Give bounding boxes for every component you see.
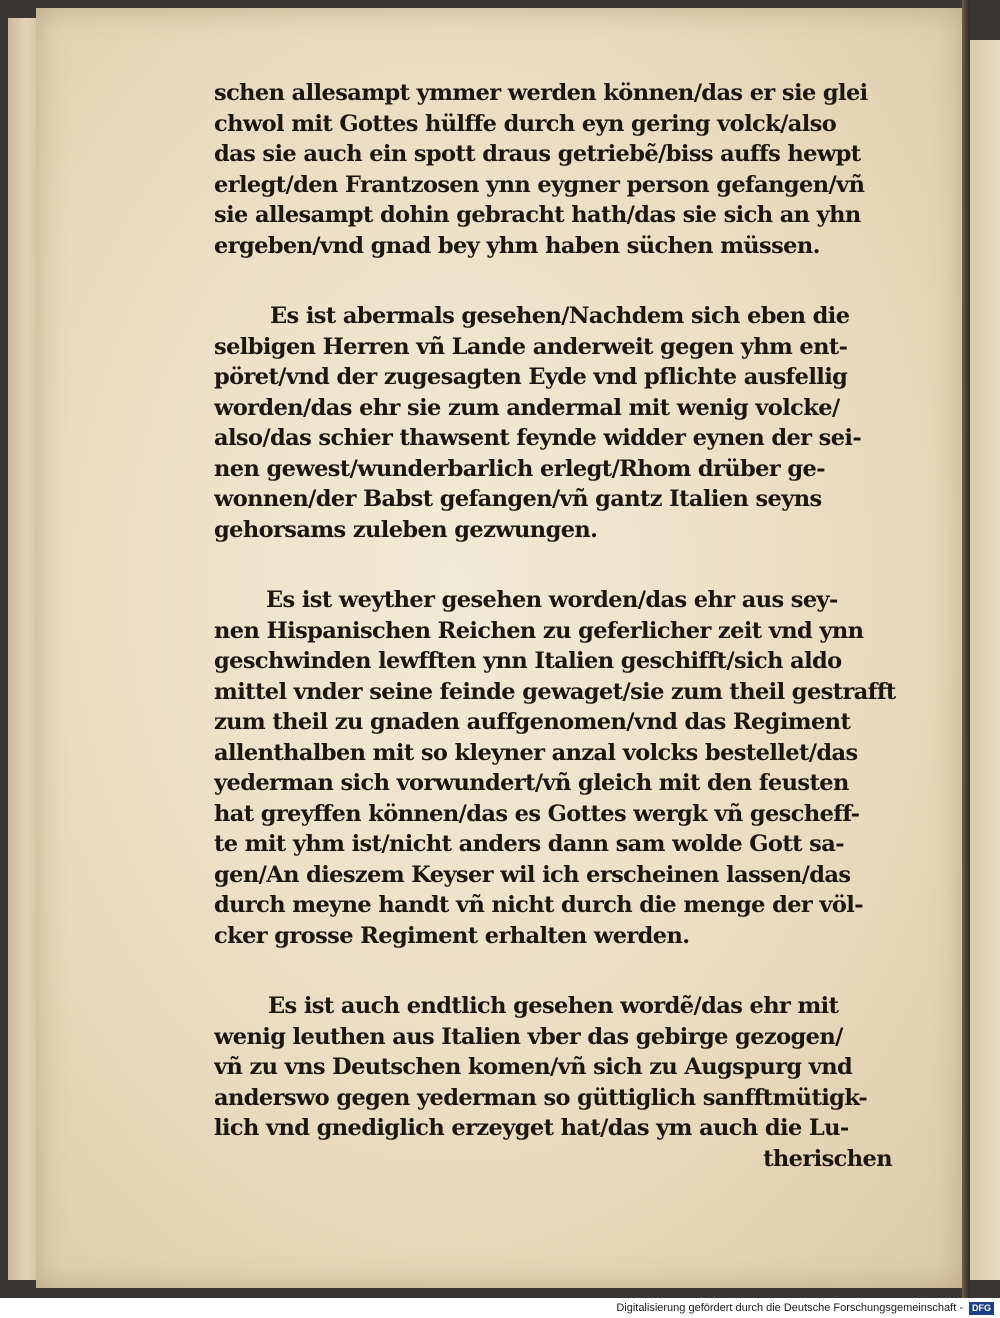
text-line: erlegt/den Frantzosen ynn eygner person gefangen/vñ: [214, 171, 865, 198]
text-line: wenig leuthen aus Italien vber das gebirge gezogen/: [214, 1023, 843, 1050]
text-line: sie allesampt dohin gebracht hath/das sie sich an yhn: [214, 202, 861, 228]
catchword: therischen: [763, 1145, 892, 1172]
text-line: also/das schier thawsent feynde widder eynen der sei-: [214, 425, 862, 451]
page-text: [214, 78, 914, 1214]
text-line: gen/An dieszem Keyser wil ich erscheinen lassen/das: [214, 861, 851, 888]
text-line: anderswo gegen yederman so güttiglich sanfftmütigk-: [214, 1084, 868, 1111]
text-line: ergeben/vnd gnad bey yhm haben süchen müssen.: [214, 232, 820, 259]
text-line: Es ist weyther gesehen worden/das ehr aus sey-: [266, 587, 838, 613]
text-line: durch meyne handt vñ nicht durch die menge der völ-: [214, 892, 863, 918]
text-line: yederman sich vorwundert/vñ gleich mit den feusten: [214, 770, 849, 796]
text-line: das sie auch ein spott draus getriebẽ/biss auffs hewpt: [214, 141, 861, 167]
dfg-logo-icon: DFG: [969, 1302, 994, 1315]
text-line: schen allesampt ymmer werden können/das er sie glei: [214, 80, 868, 106]
paragraph-3: [214, 585, 914, 951]
paragraph-4: [214, 991, 914, 1174]
text-line: Es ist auch endtlich gesehen wordẽ/das ehr mit: [268, 993, 839, 1019]
book-gutter: [962, 0, 970, 1298]
paragraph-1: [214, 78, 914, 261]
funding-credit: Digitalisierung gefördert durch die Deutsche Forschungsgemeinschaft -: [616, 1302, 963, 1314]
text-line: zum theil zu gnaden auffgenomen/vnd das Regiment: [214, 709, 851, 735]
text-line: allenthalben mit so kleyner anzal volcks bestellet/das: [214, 739, 858, 766]
paragraph-2: [214, 301, 914, 545]
text-line: nen gewest/wunderbarlich erlegt/Rhom drüber ge-: [214, 455, 825, 482]
digitization-footer: [0, 1298, 1000, 1318]
previous-page-edge: [8, 18, 39, 1280]
text-line: Es ist abermals gesehen/Nachdem sich eben die: [270, 303, 850, 329]
text-line: selbigen Herren vñ Lande anderweit gegen yhm ent-: [214, 333, 848, 360]
text-line: gehorsams zuleben gezwungen.: [214, 516, 598, 543]
text-line: pöret/vnd der zugesagten Eyde vnd pflichte ausfellig: [214, 364, 848, 390]
text-line: cker grosse Regiment erhalten werden.: [214, 922, 690, 949]
text-line: geschwinden lewfften ynn Italien geschifft/sich aldo: [214, 648, 842, 674]
text-line: nen Hispanischen Reichen zu geferlicher zeit vnd ynn: [214, 617, 864, 644]
text-line: wonnen/der Babst gefangen/vñ gantz Italien seyns: [214, 486, 822, 512]
text-line: lich vnd gnediglich erzeyget hat/das ym auch die Lu-: [214, 1115, 849, 1141]
text-line: worden/das ehr sie zum andermal mit wenig volcke/: [214, 394, 840, 421]
text-line: mittel vnder seine feinde gewaget/sie zum theil gestrafft: [214, 678, 896, 705]
text-line: te mit yhm ist/nicht anders dann sam wolde Gott sa-: [214, 831, 844, 857]
text-line: chwol mit Gottes hülffe durch eyn gering volck/also: [214, 110, 837, 137]
text-line: hat greyffen können/das es Gottes wergk vñ gescheff-: [214, 800, 860, 827]
next-page-edge: [970, 40, 1000, 1280]
text-line: vñ zu vns Deutschen komen/vñ sich zu Augspurg vnd: [214, 1054, 853, 1080]
